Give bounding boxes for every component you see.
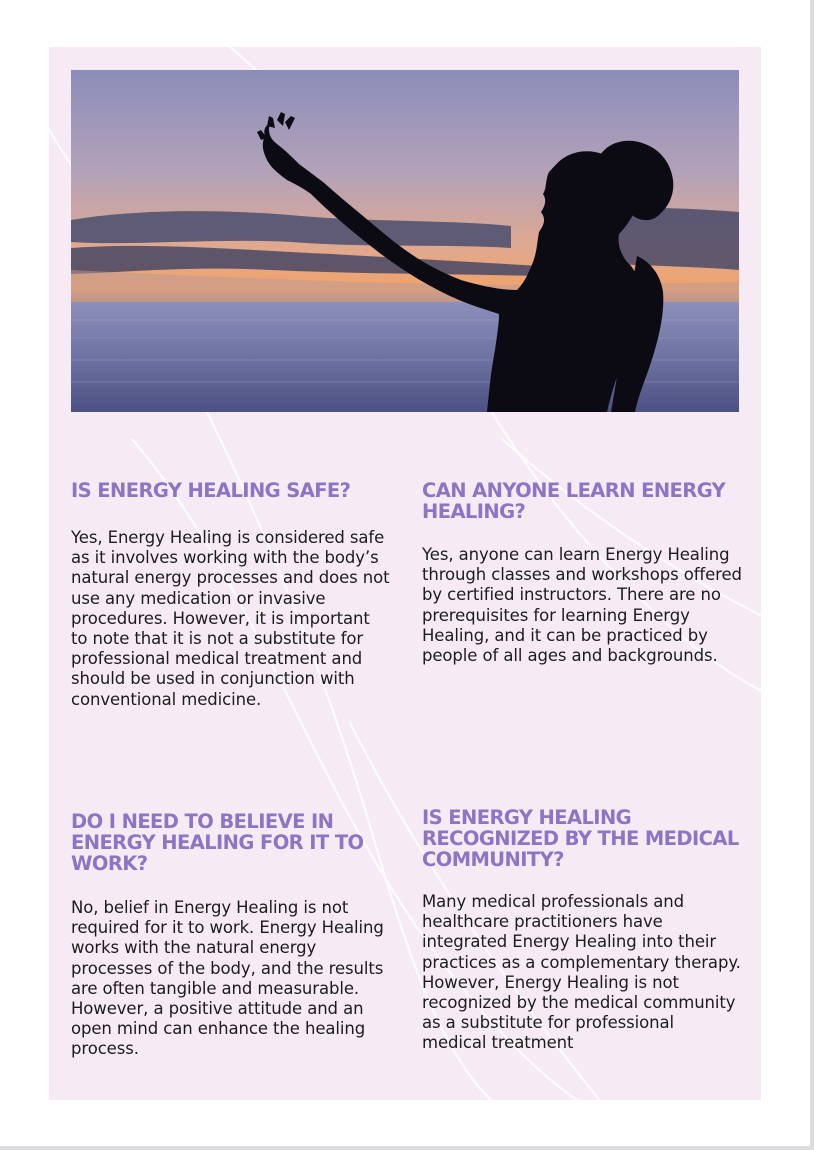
faq-card [49, 47, 761, 1100]
faq-item-medical-recognition [422, 807, 742, 1054]
faq-item-who-can-learn [422, 480, 742, 666]
faq-answer: No, belief in Energy Healing is not required for it to work. Energy Healing works with the natural energy processes of the body, and the results are often tangible and measurable. However, a positive attitude and an open mind can enhance the healing process. [71, 898, 384, 1059]
faq-item-belief [71, 811, 391, 1060]
page-edge-bottom [0, 1146, 814, 1150]
hero-photo [71, 70, 739, 412]
faq-question: DO I NEED TO BELIEVE IN ENERGY HEALING FOR IT TO WORK? [71, 810, 364, 875]
faq-question: IS ENERGY HEALING SAFE? [71, 479, 351, 502]
faq-item-safety [71, 480, 391, 710]
faq-answer: Yes, Energy Healing is considered safe as it involves working with the body’s natural energy processes and does not use any medication or invasive procedures. However, it is important to note that it is not a substitute for professional medical treatment and should be used in conjunction with conventional medicine. [71, 528, 390, 709]
page-edge-right [810, 0, 814, 1150]
faq-question: CAN ANYONE LEARN ENERGY HEALING? [422, 479, 726, 523]
faq-answer: Yes, anyone can learn Energy Healing through classes and workshops offered by certified instructors. There are no prerequisites for learning Energy Healing, and it can be practiced by people of all ages and backgrounds. [422, 545, 742, 666]
faq-question: IS ENERGY HEALING RECOGNIZED BY THE MEDICAL COMMUNITY? [422, 806, 739, 871]
faq-answer: Many medical professionals and healthcare practitioners have integrated Energy Healing into their practices as a complementary therapy. However, Energy Healing is not recognized by the medical community as a substitute for professional medical treatment [422, 892, 741, 1053]
sunset-silhouette-image [71, 70, 739, 412]
